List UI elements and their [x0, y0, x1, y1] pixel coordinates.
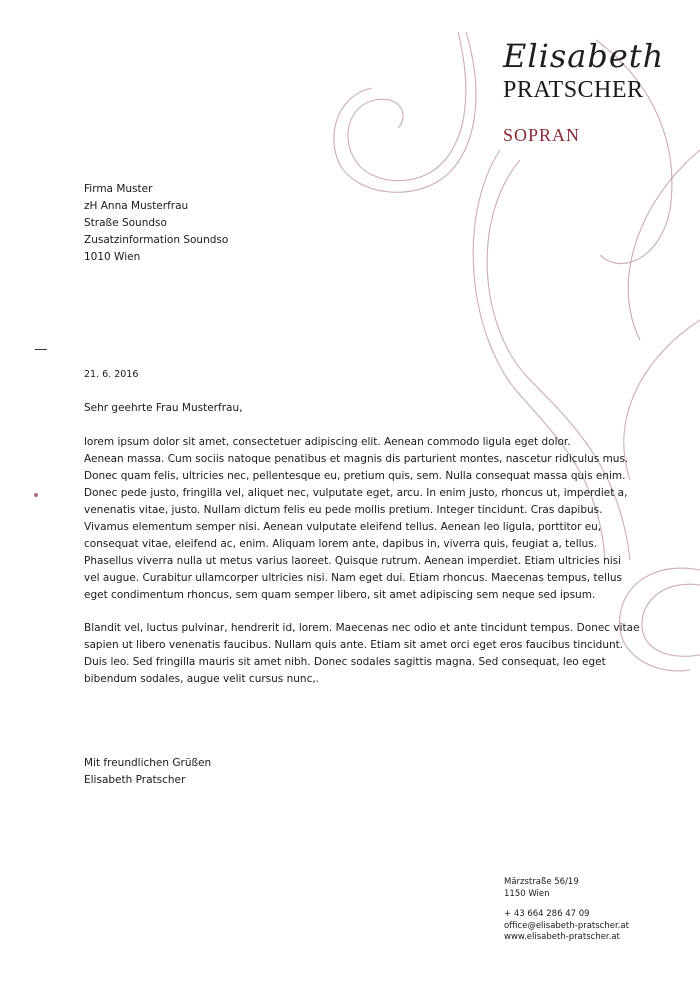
- contact-street: Märzstraße 56/19: [504, 877, 579, 887]
- body-paragraph-1: [84, 434, 629, 604]
- body-paragraph-2: [84, 620, 640, 688]
- recipient-line: Zusatzinformation Soundso: [84, 234, 229, 246]
- letter-salutation: Sehr geehrte Frau Musterfrau,: [84, 402, 243, 414]
- body-line: Blandit vel, luctus pulvinar, hendrerit id, lorem. Maecenas nec odio et ante tincidunt tempus. Donec vitae: [84, 622, 640, 634]
- swirl-right-edge-2: [624, 320, 700, 480]
- recipient-line: Straße Soundso: [84, 217, 167, 229]
- swirl-small-curl-outer: [334, 32, 476, 192]
- body-line: lorem ipsum dolor sit amet, consectetuer adipiscing elit. Aenean commodo ligula eget dolor.: [84, 436, 571, 448]
- body-line: Duis leo. Sed fringilla mauris sit amet nibh. Donec sodales sagittis magna. Sed consequat, leo eget: [84, 656, 606, 668]
- letter-body: [84, 434, 640, 704]
- punch-mark: [34, 493, 38, 497]
- letterhead-logo: [503, 37, 673, 145]
- fold-mark: [35, 349, 47, 350]
- body-line: consequat vitae, eleifend ac, enim. Aliquam lorem ante, dapibus in, viverra quis, feugiat a, tellus.: [84, 538, 598, 550]
- sender-contact-block: [504, 877, 629, 944]
- contact-city: 1150 Wien: [504, 888, 550, 899]
- body-line: Donec pede justo, fringilla vel, aliquet nec, vulputate eget, arcu. In enim justo, rhoncus ut, imperdiet a,: [84, 487, 628, 499]
- letter-date: 21. 6. 2016: [84, 369, 139, 380]
- logo-first-name: Elisabeth: [503, 37, 665, 75]
- body-line: bibendum sodales, augue velit cursus nunc,.: [84, 673, 320, 685]
- swirl-bottom-curl: [620, 568, 700, 671]
- swirl-small-curl: [348, 32, 466, 181]
- body-line: vel augue. Curabitur ullamcorper ultricies nisi. Nam eget dui. Etiam rhoncus. Maecenas tempus, tellus: [84, 572, 622, 584]
- body-line: Aenean massa. Cum sociis natoque penatibus et magnis dis parturient montes, nascetur ridiculus mus.: [84, 453, 629, 465]
- closing-phrase: Mit freundlichen Grüßen: [84, 757, 212, 769]
- recipient-line: 1010 Wien: [84, 251, 141, 263]
- recipient-address: [84, 181, 228, 266]
- contact-email: office@elisabeth-pratscher.at: [504, 920, 629, 931]
- recipient-line: zH Anna Musterfrau: [84, 200, 189, 212]
- recipient-line: Firma Muster: [84, 183, 153, 195]
- swirl-right-edge: [628, 150, 700, 340]
- body-line: sapien ut libero venenatis faucibus. Nullam quis ante. Etiam sit amet orci eget eros faucibus tincidunt.: [84, 639, 624, 651]
- contact-website: www.elisabeth-pratscher.at: [504, 932, 620, 942]
- letter-closing: [84, 755, 211, 789]
- contact-spacer: [504, 900, 629, 909]
- swirl-bottom-curl-outer: [642, 584, 700, 656]
- body-line: venenatis vitae, justo. Nullam dictum felis eu pede mollis pretium. Integer tincidunt. Cras dapibus.: [84, 504, 603, 516]
- contact-phone: + 43 664 286 47 09: [504, 909, 590, 919]
- body-line: eget condimentum rhoncus, sem quam semper libero, sit amet adipiscing sem neque sed ipsum.: [84, 589, 596, 601]
- logo-role: SOPRAN: [503, 125, 581, 145]
- body-line: Vivamus elementum semper nisi. Aenean vulputate eleifend tellus. Aenean leo ligula, porttitor eu,: [84, 521, 602, 533]
- logo-last-name: PRATSCHER: [503, 77, 644, 103]
- signature-name: Elisabeth Pratscher: [84, 774, 186, 786]
- body-line: Phasellus viverra nulla ut metus varius laoreet. Quisque rutrum. Aenean imperdiet. Etiam ultricies nisi: [84, 555, 622, 567]
- body-line: Donec quam felis, ultricies nec, pellentesque eu, pretium quis, sem. Nulla consequat massa quis enim.: [84, 470, 626, 482]
